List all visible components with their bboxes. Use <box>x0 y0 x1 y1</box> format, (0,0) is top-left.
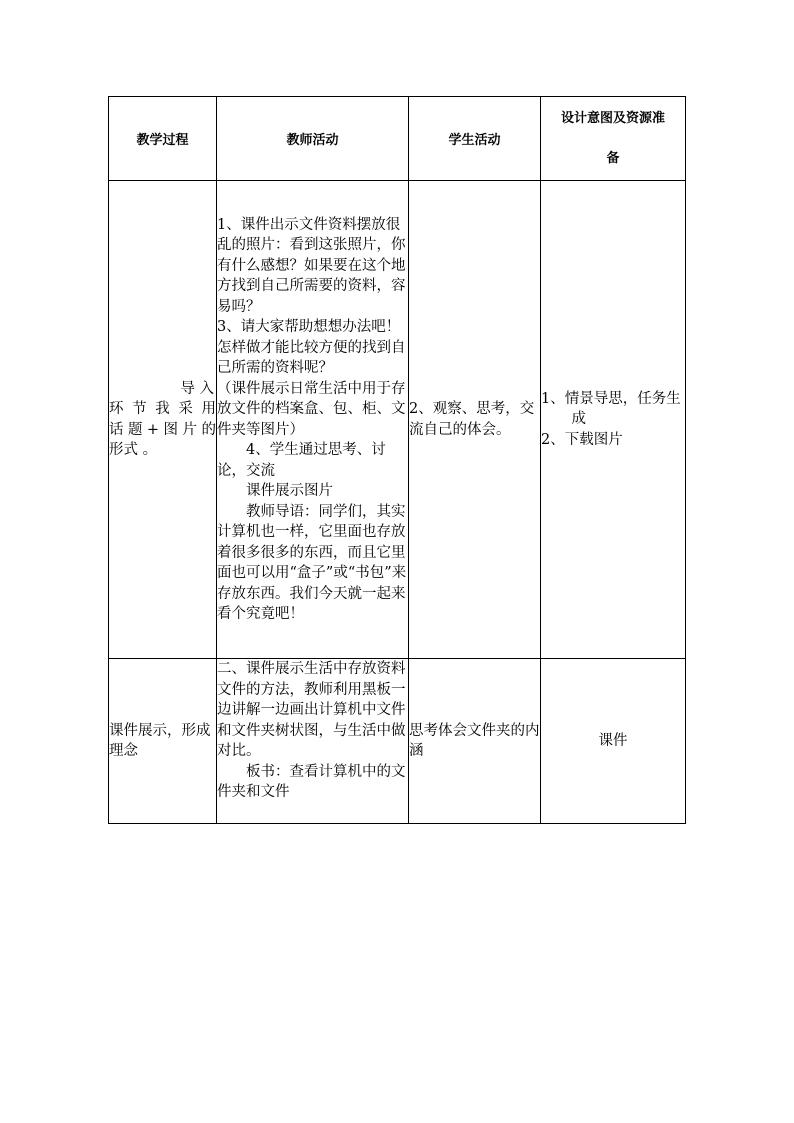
teacher-paragraph: 课件展示图片 <box>246 483 333 499</box>
design-item: 1、情景导思，任务生成 <box>541 390 681 428</box>
design-item: 2、下载图片 <box>541 431 623 448</box>
teacher-paragraph: （课件展示日常生活中用于存放文件的档案盒、包、柜、文件夹等图片） <box>217 380 406 438</box>
design-text: 课件 <box>598 732 628 749</box>
teacher-paragraph: 1、课件出示文件资料摆放很乱的照片：看到这张照片，你有什么感想？如果要在这个地方找到自己所需要的资料，容易吗？ <box>217 216 406 315</box>
teacher-paragraph: 二、课件展示生活中存放资料文件的方法，教师利用黑板一边讲解一边画出计算机中文件和文件夹树状图，与生活中做对比。 <box>217 661 406 759</box>
teacher-activity-cell <box>217 181 409 659</box>
design-intent-cell <box>541 181 686 659</box>
student-activity-text: 思考体会文件夹的内涵 <box>409 722 540 759</box>
header-student-activity: 学生活动 <box>409 97 541 181</box>
table-row <box>109 181 686 659</box>
header-teacher-activity: 教师活动 <box>217 97 409 181</box>
header-design-line-2: 备 <box>606 150 620 166</box>
design-intent-cell <box>541 659 686 824</box>
teacher-activity-cell <box>217 659 409 824</box>
table-header-row <box>109 97 686 181</box>
process-line-4: 形式 。 <box>109 442 158 458</box>
student-activity-cell <box>409 181 541 659</box>
process-line-3: 话题+图片的 <box>109 421 216 438</box>
lesson-plan-table <box>108 96 686 824</box>
teacher-paragraph: 3、请大家帮助想想办法吧！怎样做才能比较方便的找到自己所需的资料呢？ <box>217 319 406 376</box>
header-design-line-1: 设计意图及资源准 <box>560 110 665 126</box>
process-cell <box>109 181 217 659</box>
teacher-paragraph: 4、学生通过思考、讨论，交流 <box>217 442 386 479</box>
header-design-intent <box>541 97 686 181</box>
process-text: 课件展示，形成理念 <box>109 722 211 759</box>
header-process: 教学过程 <box>109 97 217 181</box>
student-activity-cell <box>409 659 541 824</box>
teacher-paragraph: 教师导语：同学们，其实计算机也一样，它里面也存放着很多很多的东西，而且它里面也可以用“盒子”或“书包”来存放东西。我们今天就一起来看个究竟吧！ <box>217 503 407 622</box>
table-row <box>109 659 686 824</box>
teacher-paragraph: 板书：查看计算机中的文件夹和文件 <box>217 763 406 800</box>
process-cell <box>109 659 217 824</box>
process-line-2: 环节我采用 <box>109 401 216 417</box>
student-activity-text: 2、观察、思考，交流自己的体会。 <box>409 401 535 438</box>
process-line-1: 导 入 <box>180 380 214 397</box>
